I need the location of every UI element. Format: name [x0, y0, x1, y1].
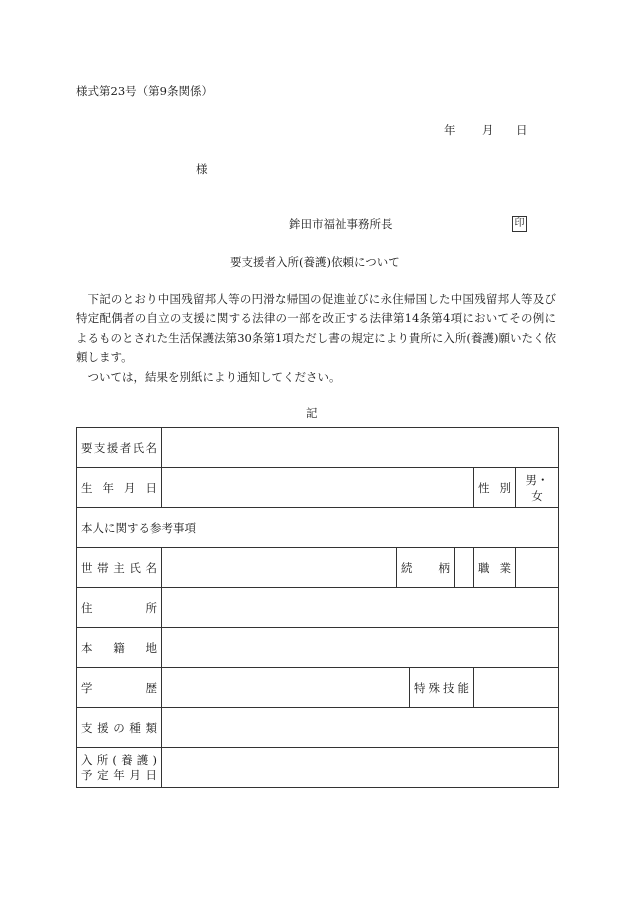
addressee-suffix: 様: [196, 162, 208, 176]
job-label: 職業: [474, 548, 516, 588]
date-month: 月: [482, 123, 494, 137]
sex-value[interactable]: 男・女: [516, 468, 559, 508]
support-type-field[interactable]: [162, 708, 559, 748]
job-field[interactable]: [516, 548, 559, 588]
date-day: 日: [516, 123, 528, 137]
document-title: 要支援者入所(養護)依頼について: [230, 255, 400, 269]
address-field[interactable]: [162, 588, 559, 628]
date-year: 年: [444, 123, 456, 137]
request-form-table: [76, 427, 559, 788]
row-name: [77, 428, 559, 468]
seal-mark: 印: [512, 216, 527, 232]
support-type-label: 支援の種類: [77, 708, 162, 748]
sender: 鉾田市福祉事務所長: [289, 217, 393, 231]
admission-label: [77, 748, 162, 788]
row-domicile: [77, 628, 559, 668]
admission-date-field[interactable]: [162, 748, 559, 788]
row-education: [77, 668, 559, 708]
row-admission-date: [77, 748, 559, 788]
domicile-field[interactable]: [162, 628, 559, 668]
row-householder: [77, 548, 559, 588]
name-label: 要支援者氏名: [77, 428, 162, 468]
skill-label: 特殊技能: [410, 668, 474, 708]
domicile-label: 本籍地: [77, 628, 162, 668]
reference-label: 本人に関する参考事項: [77, 508, 559, 548]
address-label: 住所: [77, 588, 162, 628]
admission-label-line1: 入所(養護): [81, 752, 157, 767]
householder-field[interactable]: [162, 548, 397, 588]
birth-field[interactable]: [162, 468, 474, 508]
row-reference: [77, 508, 559, 548]
admission-label-line2: 予定年月日: [81, 767, 157, 782]
body-paragraph-1: 下記のとおり中国残留邦人等の円滑な帰国の促進並びに永住帰国した中国残留邦人等及び特定配偶者の自立の支援に関する法律の一部を改正する法律第14条第4項においてその例によるものとされた生活保護法第30条第1項ただし書の規定により貴所に入所(養護)願いたく依頼します。: [76, 292, 556, 365]
row-support-type: [77, 708, 559, 748]
name-field[interactable]: [162, 428, 559, 468]
relation-field[interactable]: [455, 548, 474, 588]
skill-field[interactable]: [474, 668, 559, 708]
birth-label: 生年月日: [77, 468, 162, 508]
education-field[interactable]: [162, 668, 410, 708]
row-birth: [77, 468, 559, 508]
date-line: [444, 122, 528, 138]
ki-heading: 記: [306, 406, 318, 420]
row-address: [77, 588, 559, 628]
education-label: 学歴: [77, 668, 162, 708]
body-paragraph-2: ついては，結果を別紙により通知してください。: [87, 369, 341, 384]
form-number: 様式第23号（第9条関係）: [76, 84, 213, 98]
householder-label: 世帯主氏名: [77, 548, 162, 588]
sex-label: 性別: [474, 468, 516, 508]
body-text: [76, 290, 556, 387]
relation-label: 続柄: [397, 548, 455, 588]
